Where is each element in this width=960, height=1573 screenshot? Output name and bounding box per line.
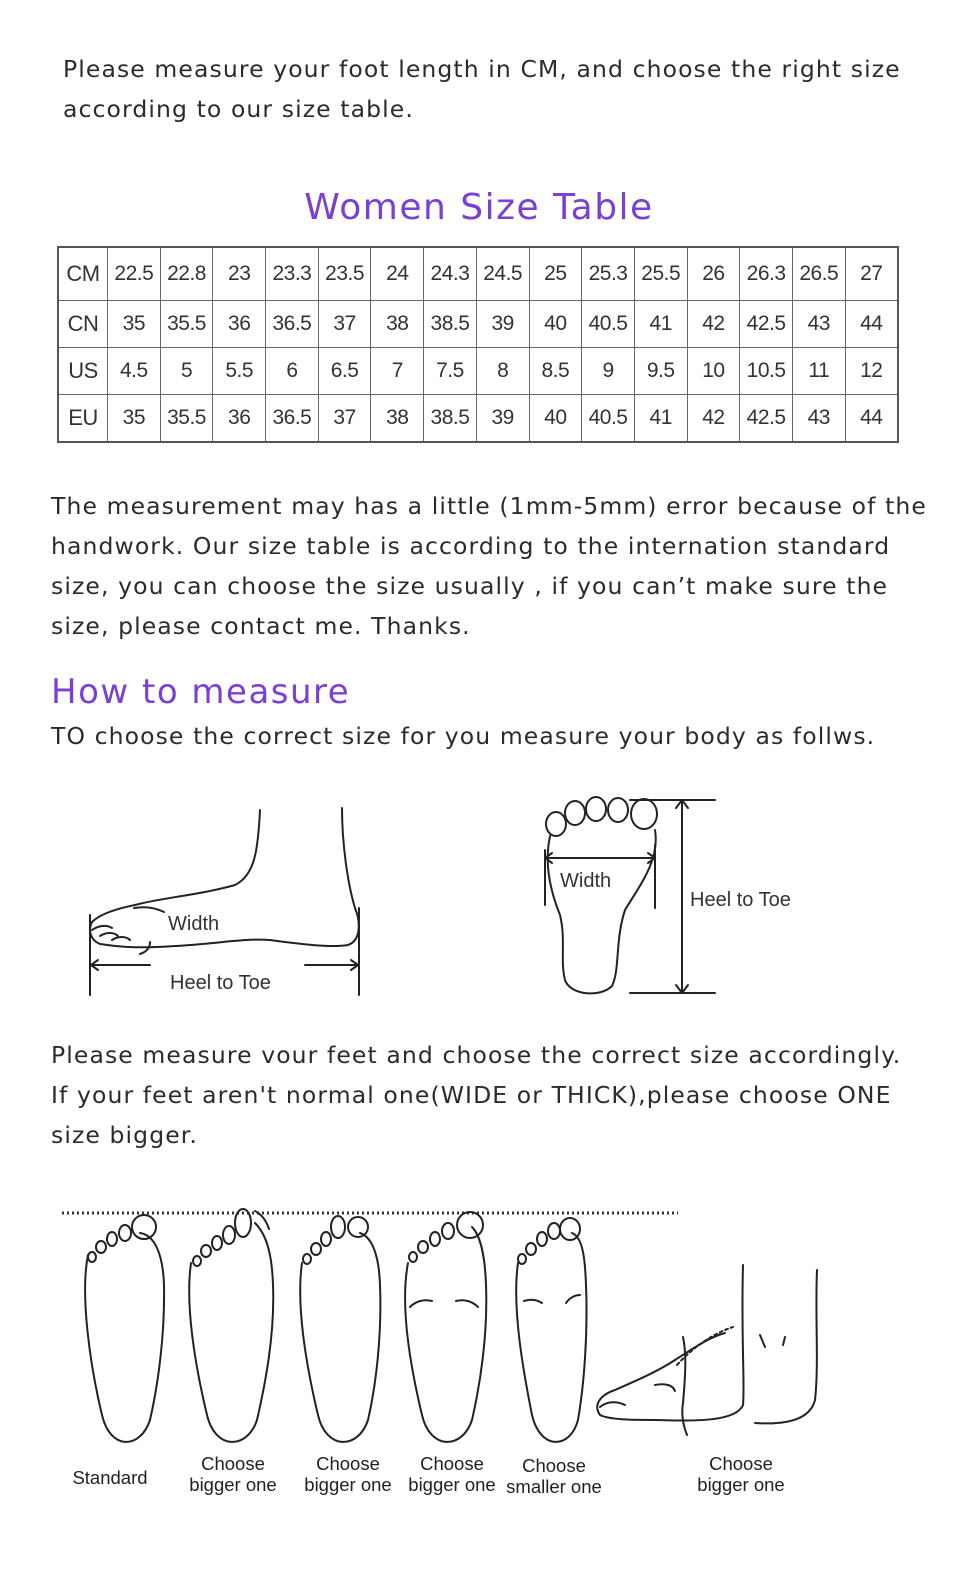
note-line: size, please contact me. Thanks. (51, 612, 471, 640)
table-cell: 7.5 (424, 348, 477, 395)
caption-bigger-1 (177, 1453, 289, 1495)
table-cell: 35 (108, 395, 161, 443)
table-cell: 27 (845, 247, 898, 301)
table-cell: 42 (687, 395, 740, 443)
table-cell: 35.5 (160, 395, 213, 443)
table-cell: 23.5 (318, 247, 371, 301)
table-cell: 38.5 (424, 395, 477, 443)
advice-text (51, 1035, 901, 1155)
table-cell: 37 (318, 301, 371, 348)
measurement-note (51, 486, 927, 646)
table-cell: 43 (792, 301, 845, 348)
table-cell: 25.3 (582, 247, 635, 301)
caption-line1: Choose (316, 1453, 380, 1474)
table-cell: 9 (582, 348, 635, 395)
table-cell: 8 (476, 348, 529, 395)
table-cell: 42 (687, 301, 740, 348)
table-cell: 38.5 (424, 301, 477, 348)
intro-line: according to our size table. (63, 95, 414, 123)
table-cell: 22.8 (160, 247, 213, 301)
table-cell: 36 (213, 301, 266, 348)
row-header: US (58, 348, 108, 395)
table-cell: 25.5 (634, 247, 687, 301)
row-header: CN (58, 301, 108, 348)
table-cell: 24.5 (476, 247, 529, 301)
table-row-cn (58, 301, 898, 348)
table-cell: 11 (792, 348, 845, 395)
table-cell: 23 (213, 247, 266, 301)
how-to-subtitle-text: TO choose the correct size for you measure your body as follws. (51, 722, 876, 750)
table-cell: 40 (529, 395, 582, 443)
how-to-subtitle (51, 716, 875, 756)
caption-line1: Choose (201, 1453, 265, 1474)
side-width-label: Width (168, 913, 220, 935)
table-cell: 40 (529, 301, 582, 348)
long-toe-foot-icon (189, 1209, 273, 1442)
row-header: CM (58, 247, 108, 301)
table-cell: 44 (845, 395, 898, 443)
caption-line1: Choose (709, 1453, 773, 1474)
caption-standard (55, 1457, 165, 1488)
table-cell: 24.3 (424, 247, 477, 301)
table-cell: 42.5 (740, 395, 793, 443)
table-row-us (58, 348, 898, 395)
table-cell: 24 (371, 247, 424, 301)
note-line: handwork. Our size table is according to the internation standard (51, 532, 891, 560)
caption-line1: Choose (420, 1453, 484, 1474)
advice-line: size bigger. (51, 1121, 198, 1149)
table-cell: 22.5 (108, 247, 161, 301)
table-cell: 36 (213, 395, 266, 443)
how-to-measure-title: How to measure (51, 672, 351, 712)
table-cell: 38 (371, 301, 424, 348)
note-line: The measurement may has a little (1mm-5mm) error because of the (51, 492, 927, 520)
advice-line: If your feet aren't normal one(WIDE or THICK),please choose ONE (51, 1081, 892, 1109)
size-table (57, 246, 899, 443)
caption-bigger-4 (685, 1453, 797, 1495)
table-cell: 23.3 (266, 247, 319, 301)
table-cell: 40.5 (582, 395, 635, 443)
caption-line2: bigger one (304, 1474, 392, 1495)
caption-line2: bigger one (408, 1474, 496, 1495)
caption-bigger-2 (292, 1453, 404, 1495)
row-header: EU (58, 395, 108, 443)
caption-bigger-3 (396, 1453, 508, 1495)
table-cell: 35 (108, 301, 161, 348)
table-cell: 44 (845, 301, 898, 348)
top-heel-to-toe-label: Heel to Toe (690, 889, 791, 911)
table-cell: 7 (371, 348, 424, 395)
wide-foot-icon (405, 1212, 486, 1442)
table-cell: 26 (687, 247, 740, 301)
note-line: size, you can choose the size usually , if you can’t make sure the (51, 572, 889, 600)
table-cell: 36.5 (266, 395, 319, 443)
table-cell: 39 (476, 395, 529, 443)
table-cell: 26.5 (792, 247, 845, 301)
top-width-label: Width (560, 870, 612, 892)
table-cell: 43 (792, 395, 845, 443)
table-cell: 26.3 (740, 247, 793, 301)
table-cell: 38 (371, 395, 424, 443)
side-heel-to-toe-label: Heel to Toe (170, 972, 271, 994)
table-cell: 10.5 (740, 348, 793, 395)
table-cell: 35.5 (160, 301, 213, 348)
table-cell: 5 (160, 348, 213, 395)
table-cell: 8.5 (529, 348, 582, 395)
table-cell: 37 (318, 395, 371, 443)
table-cell: 5.5 (213, 348, 266, 395)
table-cell: 6 (266, 348, 319, 395)
caption-line1: Standard (72, 1467, 148, 1488)
table-cell: 36.5 (266, 301, 319, 348)
table-cell: 25 (529, 247, 582, 301)
high-instep-foot-icon (597, 1265, 817, 1435)
caption-line2: bigger one (189, 1474, 277, 1495)
size-table-title: Women Size Table (304, 187, 654, 228)
table-cell: 41 (634, 301, 687, 348)
caption-line2: bigger one (697, 1474, 785, 1495)
table-cell: 4.5 (108, 348, 161, 395)
side-foot-icon (90, 808, 359, 995)
table-cell: 9.5 (634, 348, 687, 395)
advice-line: Please measure vour feet and choose the correct size accordingly. (51, 1041, 902, 1069)
table-row-eu (58, 395, 898, 443)
table-row-cm (58, 247, 898, 301)
caption-smaller (497, 1455, 611, 1497)
intro-text (63, 49, 901, 129)
table-cell: 10 (687, 348, 740, 395)
table-cell: 41 (634, 395, 687, 443)
table-cell: 39 (476, 301, 529, 348)
intro-line: Please measure your foot length in CM, and choose the right size (63, 55, 901, 83)
table-cell: 12 (845, 348, 898, 395)
second-toe-foot-icon (300, 1216, 380, 1442)
caption-line1: Choose (522, 1455, 586, 1476)
table-cell: 40.5 (582, 301, 635, 348)
narrow-foot-icon (516, 1218, 586, 1442)
measure-diagram (0, 790, 960, 1010)
table-cell: 6.5 (318, 348, 371, 395)
table-cell: 42.5 (740, 301, 793, 348)
standard-foot-icon (85, 1215, 164, 1442)
caption-line2: smaller one (506, 1476, 602, 1497)
